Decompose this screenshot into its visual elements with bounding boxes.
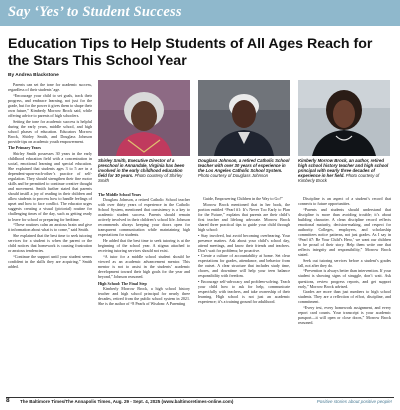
bullet-tip: • Create a culture of accountability at home. Set clear expectations for grades, attendance, and behavior from the outset. A clear structure that includes study time, chores, and downtime will help your teen balance responsibility with freedom. bbox=[198, 253, 290, 279]
paragraph: “These routines calm an anxious brain and give it information about what is to come,” said Smith. bbox=[8, 222, 92, 233]
subheading: The Middle School Years bbox=[98, 191, 142, 197]
paragraph: She explained that the best time to seek tutoring services for a student is when the parent or the child notices that homework is causing frustration or anxious tendencies. bbox=[8, 232, 92, 253]
photo-credit: Photo courtesy of Kimberly Brock bbox=[298, 173, 380, 184]
photo-credit: Photo courtesy of Shirley Smith bbox=[98, 173, 183, 184]
article-column-4 bbox=[298, 196, 391, 326]
photo-douglass-johnson bbox=[198, 80, 290, 156]
paragraph: Douglass Johnson, a retired Catholic School teacher with over thirty years of experience in the Catholic School System, mentioned that consistency is a key to academic student success. Parents should remain actively involved in their children’s school life. Johnson recommends always keeping your doors open for transparent communication while maintaining high expectations for students. bbox=[98, 197, 190, 238]
bullet-tip: • Stay involved, but avoid becoming overbearing. Your presence matters. Ask about your child’s school day, attend meetings, and know their friends and teachers. Don’t wait for problems; be proactive. bbox=[198, 232, 290, 253]
portrait-illustration bbox=[298, 80, 390, 156]
paragraph: Setting the tone for academic success is helpful during the early years, middle school, and high school phases of education. Educators Morrow Brock, Shirley Smith, and Douglass Johnson provide tips on academic youth empowerment. bbox=[8, 118, 92, 144]
subheading: The Primary Years bbox=[8, 145, 41, 151]
portrait-illustration bbox=[198, 80, 290, 156]
paragraph: Seek out tutoring services before a student’s grades fall, not after they do. bbox=[298, 257, 391, 268]
article-column-2 bbox=[98, 190, 190, 307]
photo-kimberly-morrow-brock bbox=[298, 80, 390, 156]
section-title: Say ‘Yes’ to Student Success bbox=[8, 4, 182, 20]
footer-tagline: Positive stories about positive people! bbox=[316, 399, 392, 404]
paragraph: “Prevention is always better than intervention. If your student is showing signs of struggle, don’t wait. Ask questions, review progress reports, and get support early,” Morrow Brock advised. bbox=[298, 268, 391, 289]
paragraph: “Parents and students should understand that discipline is more than avoiding trouble; it’s about building character. A clean discipline record reflects emotional maturity, decision-making, and respect for authority. Colleges, employers, and scholarship committees notice patterns, not just grades. As I say in ‘Pearl #7: Be Your Child’s Hero,’ we want our children to be proud of their story. Help them write one that reflects integrity and responsibility,” Morrow Brock stated. bbox=[298, 206, 391, 258]
paragraph: He added that the best time to seek tutoring is at the beginning of the school year. A stigma attached to receiving tutoring services should not exist. bbox=[98, 238, 190, 254]
article-column-3 bbox=[198, 196, 290, 305]
paragraph: Parents can set the tone for academic success, regardless of their students’ age. bbox=[8, 82, 92, 93]
portrait-illustration bbox=[98, 80, 190, 156]
byline: By Andrea Blackstone bbox=[8, 73, 59, 78]
bullet-tip: • Encourage self-advocacy and problem-solving. Teach your child how to ask for help, communicate respectfully with teachers, and take ownership of their learning. High school is not just an academic experience; it’s a training ground for adulthood. bbox=[198, 279, 290, 305]
paragraph: “Every test, every homework assignment, and every report card counts. Your transcript is your academic passport—it will open or close doors,” Morrow Brock reasoned. bbox=[298, 304, 391, 326]
paragraph: Grades are more than just numbers to high school students. They are a reflection of effort, discipline, and commitment. bbox=[298, 289, 391, 305]
paragraph: “Continue the support until your student seems confident in the skills they are acquiring,” Smith added. bbox=[8, 253, 92, 269]
paragraph: Guide, Empowering Children in the Way to Go!” bbox=[203, 196, 283, 201]
photo-caption-1 bbox=[98, 158, 190, 183]
photo-caption-2 bbox=[198, 158, 290, 178]
publication-info: The Baltimore Times/The Annapolis Times, Aug. 29 - Sept. 4, 2025 (www.baltimoretimes-online.com) bbox=[20, 399, 234, 404]
photo-caption-3 bbox=[298, 158, 390, 183]
photo-credit: Photo courtesy of Douglass Johnson bbox=[198, 173, 268, 179]
page-number: 8 bbox=[6, 397, 10, 404]
paragraph: “A tutor for a middle school student should be viewed as an academic advancement mentor. This mentor is not to assist in the students’ academic development toward their high goals for the year and beyond,” Johnson reasoned. bbox=[98, 253, 190, 280]
subheading: High School: The Final Step bbox=[98, 280, 147, 286]
paragraph: Morrow Brock mentioned that in her book, the portion entitled “Pearl #1: It’s Never Too Early to Plan for the Future,” explains that parents are their child’s first teacher and lifelong advocate. Morrow Brock shared three practical tips to guide your child through high school: bbox=[198, 201, 290, 232]
paragraph: Kimberly Morrow Brock, a high school history teacher and high school principal for nearly three decades, retired from the public school system in 2021. She is the author of “8 Pearls of Wisdom: A Parenting bbox=[98, 286, 190, 307]
caption-text: Shirley Smith, Executive Director of a preschool in Annandale, Virginia has been involved in the early childhood education field for 30 years. bbox=[98, 158, 185, 179]
photo-shirley-smith bbox=[98, 80, 190, 156]
article-headline: Education Tips to Help Students of All Ages Reach for the Stars This School Year bbox=[8, 36, 373, 69]
paragraph: Discipline is an aspect of a student’s record that connects to future opportunities. bbox=[298, 196, 391, 207]
caption-text: Douglass Johnson, a retired Catholic School teacher with over 30 years of experience in the Los Angeles Catholic School System. bbox=[198, 158, 290, 174]
paragraph: Shirley Smith possesses 30 years in the early childhood education field with a concentration in social, emotional learning and special education. She explained that students ages 3 to 5 are in a dependent-upon-each-other’s practice of self-regulation. They should strengthen their fine motor skills and be permitted to continue creative thought and movement. Smith further stated that parents should instill a joy of reading in their children and allow students to process how to handle feelings of upset and how to face conflict. The educator urges suggests creating a visual (pictorial) routine for challenging times of the day, such as getting ready to leave for school or preparing for bedtime. bbox=[8, 150, 92, 222]
article-column-1 bbox=[8, 82, 92, 269]
paragraph: “Encourage your child to set goals, track their progress, and embrace learning, not just for the grade, but for the power it gives them to shape their own future,” Kimberly Morrow Brock said, while offering advice to parents of high schoolers. bbox=[8, 92, 92, 118]
footer-rule bbox=[6, 397, 394, 398]
section-banner bbox=[0, 0, 400, 26]
caption-text: Kimberly Morrow Brock, an author, retired high school history teacher and high school principal with nearly three decades of experience in her field. bbox=[298, 158, 389, 179]
